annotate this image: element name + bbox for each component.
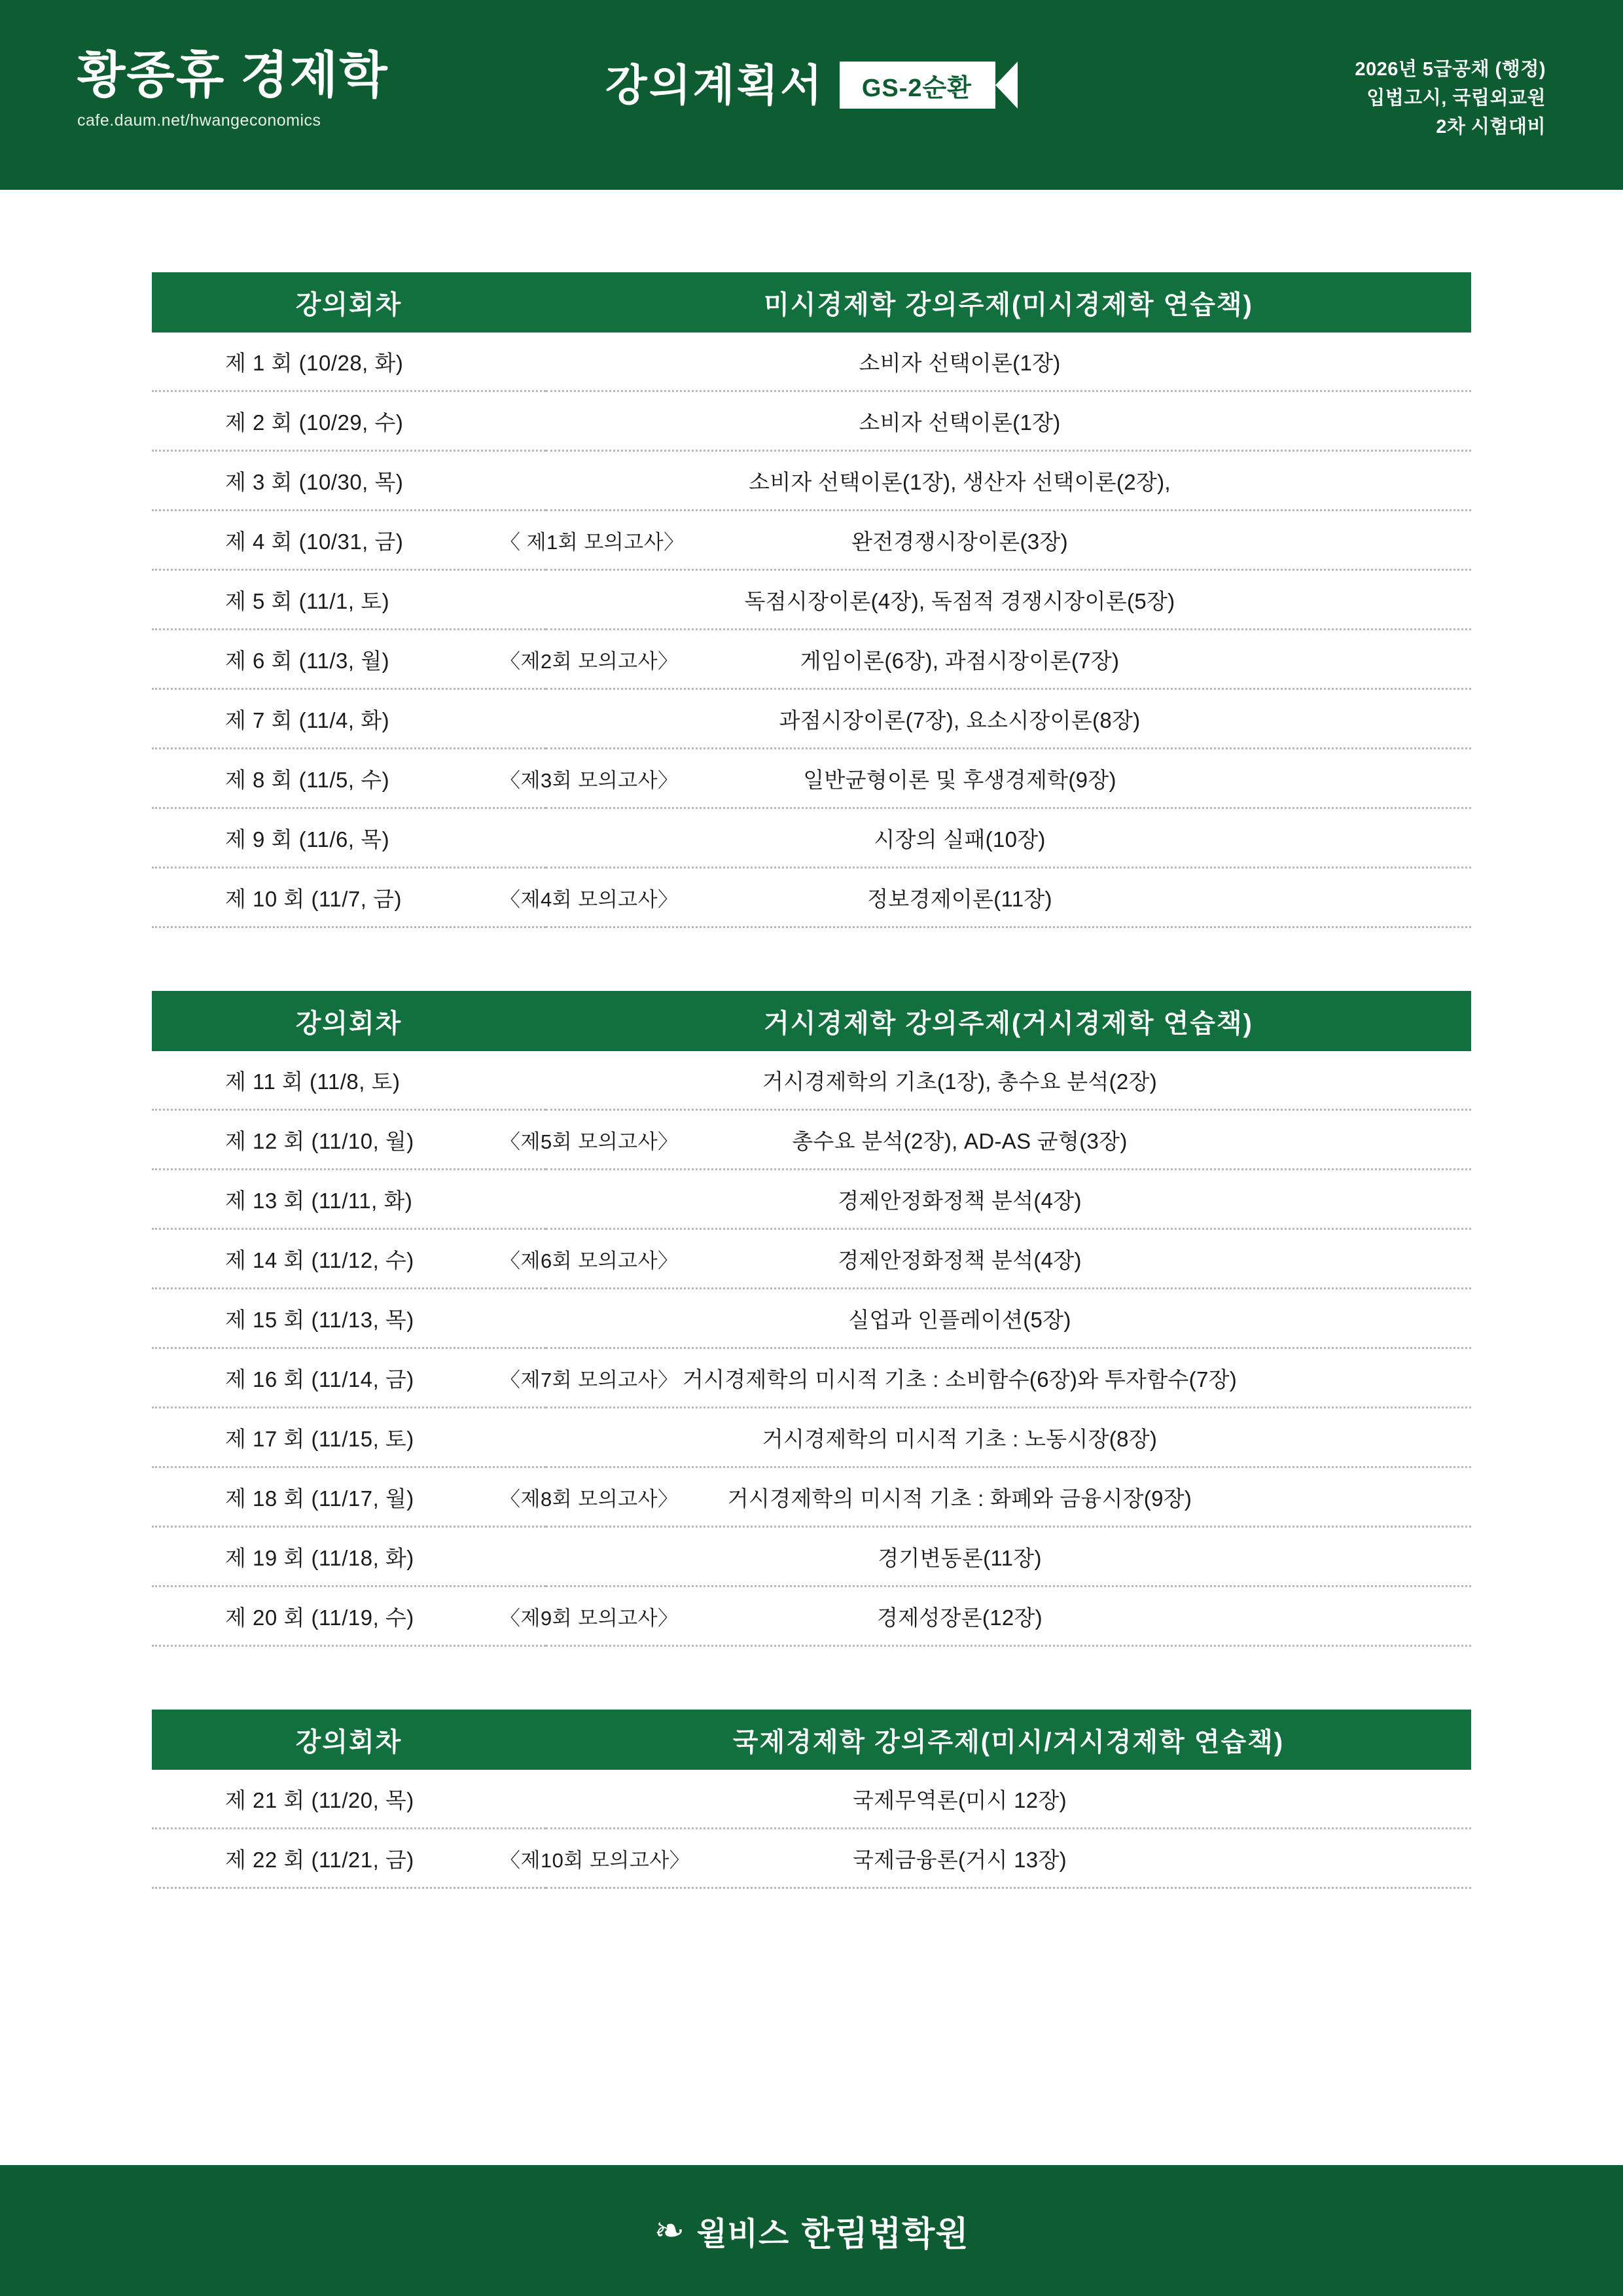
round-cell [152,630,679,689]
topic-cell: 소비자 선택이론(1장) [546,391,1471,451]
header-round: 강의회차 [152,272,546,332]
topic-cell: 국제무역론(미시 12장) [546,1770,1471,1829]
exam-label-slot [500,1125,696,1155]
table-row [152,1829,1471,1888]
schedule-content [0,190,1623,2165]
exam-info-line-3: 2차 시험대비 [1436,117,1546,138]
exam-info-line-1: 2026년 5급공채 (행정) [1355,59,1546,80]
topic-cell: 거시경제학의 미시적 기초 : 화폐와 금융시장(9장) [546,1467,1471,1527]
round-label: 제 1 회 (10/28, 화) [225,350,404,375]
table-row [152,868,1471,927]
round-cell [152,570,546,630]
round-label: 제 21 회 (11/20, 목) [225,1787,414,1812]
round-cell [152,1770,546,1829]
topic-cell: 실업과 인플레이션(5장) [546,1289,1471,1348]
table-row [152,1348,1471,1408]
section-micro [152,190,1471,928]
round-cell [152,808,546,868]
header-topic: 국제경제학 강의주제(미시/거시경제학 연습책) [546,1710,1471,1770]
table-row [152,1467,1471,1527]
header-topic: 거시경제학 강의주제(거시경제학 연습책) [546,991,1471,1051]
topic-cell: 거시경제학의 미시적 기초 : 노동시장(8장) [546,1408,1471,1467]
round-cell [152,1110,679,1170]
page-title: 강의계획서 [605,61,824,109]
footer-brand-hanlim: 한림법학원 [801,2215,969,2253]
academy-logo-icon: ❧ [654,2210,685,2251]
topic-cell: 소비자 선택이론(1장), 생산자 선택이론(2장), [546,451,1471,511]
footer-brand-willbes: 윌비스 [696,2216,790,2251]
mock-exam-label: 〈제6회 모의고사〉 [500,1249,679,1272]
topic-cell: 경제성장론(12장) [546,1587,1471,1646]
round-label: 제 3 회 (10/30, 목) [225,469,404,494]
round-cell [152,332,546,391]
table-header-row [152,1710,1471,1770]
table-row [152,332,1471,391]
exam-label-slot [500,1244,696,1274]
round-cell [152,868,679,927]
mock-exam-label: 〈 제1회 모의고사〉 [500,530,685,554]
round-label: 제 10 회 (11/7, 금) [225,886,402,911]
exam-label-slot [500,764,696,793]
table-row [152,1289,1471,1348]
round-label: 제 18 회 (11/17, 월) [225,1486,414,1511]
round-label: 제 11 회 (11/8, 토) [225,1069,401,1094]
table-header-row [152,991,1471,1051]
topic-cell: 경기변동론(11장) [546,1527,1471,1587]
mock-exam-label: 〈제8회 모의고사〉 [500,1487,679,1511]
topic-cell: 독점시장이론(4장), 독점적 경쟁시장이론(5장) [546,570,1471,630]
topic-cell: 경제안정화정책 분석(4장) [546,1170,1471,1229]
round-cell [152,1348,679,1408]
topic-cell: 경제안정화정책 분석(4장) [546,1229,1471,1289]
topic-cell: 과점시장이론(7장), 요소시장이론(8장) [546,689,1471,749]
header-round: 강의회차 [152,991,546,1051]
table-row [152,1229,1471,1289]
mock-exam-label: 〈제10회 모의고사〉 [500,1848,690,1872]
round-cell [152,1170,546,1229]
course-badge: GS-2순환 [840,62,1018,109]
header-round: 강의회차 [152,1710,546,1770]
topic-cell: 거시경제학의 기초(1장), 총수요 분석(2장) [546,1051,1471,1110]
table-row [152,1170,1471,1229]
round-cell [152,1467,679,1527]
round-cell [152,689,546,749]
round-cell [152,1051,546,1110]
table-row [152,570,1471,630]
topic-cell: 정보경제이론(11장) [546,868,1471,927]
round-label: 제 2 회 (10/29, 수) [225,410,404,435]
round-cell [152,1289,546,1348]
brand-url: cafe.daum.net/hwangeconomics [77,111,321,130]
page-header [0,0,1623,190]
round-cell [152,451,546,511]
round-label: 제 8 회 (11/5, 수) [225,767,390,792]
topic-cell: 시장의 실패(10장) [546,808,1471,868]
round-cell [152,1229,679,1289]
exam-label-slot [500,526,696,555]
exam-label-slot [500,883,696,912]
topic-cell: 게임이론(6장), 과점시장이론(7장) [546,630,1471,689]
mock-exam-label: 〈제7회 모의고사〉 [500,1368,679,1391]
page-footer [0,2165,1623,2296]
topic-cell: 국제금융론(거시 13장) [546,1829,1471,1888]
table-row [152,689,1471,749]
exam-info-line-2: 입법고시, 국립외교원 [1366,88,1546,109]
round-cell [152,391,546,451]
table-row [152,1527,1471,1587]
round-label: 제 17 회 (11/15, 토) [225,1426,414,1451]
mock-exam-label: 〈제3회 모의고사〉 [500,768,679,792]
topic-cell: 완전경쟁시장이론(3장) [546,511,1471,570]
topic-cell: 일반균형이론 및 후생경제학(9장) [546,749,1471,808]
round-label: 제 20 회 (11/19, 수) [225,1605,414,1630]
schedule-table-micro [152,272,1471,928]
round-label: 제 12 회 (11/10, 월) [225,1128,414,1153]
exam-label-slot [500,645,696,674]
exam-label-slot [500,1482,696,1512]
exam-label-slot [500,1602,696,1631]
round-label: 제 15 회 (11/13, 목) [225,1307,414,1332]
round-label: 제 6 회 (11/3, 월) [225,648,390,673]
table-header-row [152,272,1471,332]
header-topic: 미시경제학 강의주제(미시경제학 연습책) [546,272,1471,332]
round-cell [152,1408,546,1467]
schedule-table-international [152,1710,1471,1889]
table-row [152,1110,1471,1170]
table-row [152,1051,1471,1110]
table-row [152,808,1471,868]
mock-exam-label: 〈제9회 모의고사〉 [500,1606,679,1630]
brand-title: 황종휴 경제학 [77,48,389,103]
exam-label-slot [500,1844,696,1873]
round-cell [152,1527,546,1587]
table-row [152,1408,1471,1467]
round-label: 제 7 회 (11/4, 화) [225,708,390,732]
round-label: 제 13 회 (11/11, 화) [225,1188,413,1213]
exam-label-slot [500,1363,696,1393]
mock-exam-label: 〈제5회 모의고사〉 [500,1130,679,1153]
round-label: 제 4 회 (10/31, 금) [225,529,404,554]
mock-exam-label: 〈제2회 모의고사〉 [500,649,679,673]
mock-exam-label: 〈제4회 모의고사〉 [500,888,679,911]
topic-cell: 총수요 분석(2장), AD-AS 균형(3장) [546,1110,1471,1170]
section-macro [152,928,1471,1647]
table-row [152,630,1471,689]
table-row [152,1587,1471,1646]
exam-info-block [1355,55,1546,141]
table-row [152,391,1471,451]
round-label: 제 16 회 (11/14, 금) [225,1367,414,1391]
round-cell [152,749,679,808]
footer-logo [654,2206,969,2255]
table-row [152,511,1471,570]
section-international [152,1647,1471,1889]
schedule-table-macro [152,991,1471,1647]
round-cell [152,1587,679,1646]
round-label: 제 14 회 (11/12, 수) [225,1247,414,1272]
table-row [152,1770,1471,1829]
round-label: 제 22 회 (11/21, 금) [225,1847,414,1872]
table-row [152,749,1471,808]
topic-cell: 소비자 선택이론(1장) [546,332,1471,391]
round-label: 제 19 회 (11/18, 화) [225,1545,414,1570]
table-row [152,451,1471,511]
round-label: 제 5 회 (11/1, 토) [225,588,390,613]
round-cell [152,1829,690,1888]
round-cell [152,511,685,570]
round-label: 제 9 회 (11/6, 목) [225,827,390,852]
topic-cell: 거시경제학의 미시적 기초 : 소비함수(6장)와 투자함수(7장) [546,1348,1471,1408]
